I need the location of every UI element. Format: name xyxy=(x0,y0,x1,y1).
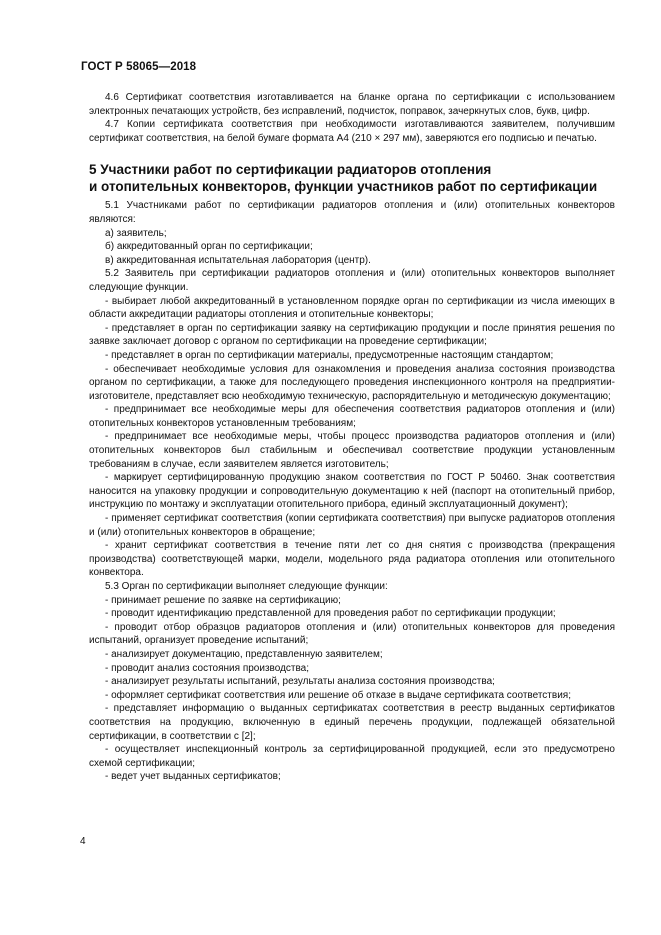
page-number: 4 xyxy=(80,836,86,847)
paragraph: - проводит отбор образцов радиаторов отопления и (или) отопительных конвекторов для проведения испытаний, организует проведение испытаний; xyxy=(89,621,615,647)
document-body xyxy=(89,91,615,784)
paragraph: - представляет информацию о выданных сертификатах соответствия в реестр выданных сертификатов соответствия на продукцию, включенную в единый перечень продукции, подлежащей обязательной сертификации, в соответствии с [2]; xyxy=(89,703,615,742)
paragraph: - хранит сертификат соответствия в течение пяти лет со дня снятия с производства (прекращения производства) соответствующей марки, модели, модельного ряда радиатора отопления или отопительного конвектора. xyxy=(89,540,615,579)
section-title-line-2: и отопительных конвекторов, функции участников работ по сертификации xyxy=(89,179,598,195)
paragraph: - применяет сертификат соответствия (копии сертификата соответствия) при выпуске радиаторов отопления и (или) отопительных конвекторов в обращение; xyxy=(89,513,615,538)
paragraph: 4.6 Сертификат соответствия изготавливается на бланке органа по сертификации с использованием электронных печатающих устройств, без исправлений, подчисток, поправок, зачеркнутых слов, букв, цифр. xyxy=(89,92,615,117)
paragraph: - обеспечивает необходимые условия для ознакомления и проведения анализа состояния производства органом по сертификации, а также для последующего проведения инспекционного контроля на предприятии-изготовителе, представляет всю необходимую техническую, распорядительную и методическую документацию; xyxy=(89,363,615,402)
list-item: б) аккредитованный орган по сертификации; xyxy=(105,241,313,253)
paragraph: - проводит анализ состояния производства; xyxy=(105,662,310,674)
paragraph: 4.7 Копии сертификата соответствия при необходимости изготавливаются заявителем, получившим сертификат соответствия, на белой бумаге формата А4 (210 × 297 мм), заверяются его подписью и печатью. xyxy=(89,119,615,144)
paragraph: - предпринимает все необходимые меры для обеспечения соответствия радиаторов отопления и (или) отопительных конвекторов установленным требованиям; xyxy=(89,404,615,429)
list-item: а) заявитель; xyxy=(105,227,167,239)
section-title xyxy=(89,161,615,195)
paragraph: - выбирает любой аккредитованный в установленном порядке орган по сертификации из числа имеющих в области аккредитации радиаторы отопления и отопительные конвекторы; xyxy=(89,295,615,321)
paragraph: - предпринимает все необходимые меры, чтобы процесс производства радиаторов отопления и (или) отопительных конвекторов был стабильным и обеспечивал соответствие продукции установленным требованиям в случае, если заявителем является изготовитель; xyxy=(89,431,615,470)
list-item: в) аккредитованная испытательная лаборатория (центр). xyxy=(105,254,371,266)
paragraph: 5.3 Орган по сертификации выполняет следующие функции: xyxy=(105,581,388,592)
paragraph: - ведет учет выданных сертификатов; xyxy=(105,771,281,783)
section-title-line-1: 5 Участники работ по сертификации радиаторов отопления xyxy=(89,162,492,178)
paragraph: - маркирует сертифицированную продукцию знаком соответствия по ГОСТ Р 50460. Знак соответствия наносится на упаковку продукции и сопроводительную документацию к ней (паспорт на отопительный прибор, инструкцию по монтажу и эксплуатации отопительного прибора, единый эксплуатационный документ); xyxy=(89,472,615,511)
paragraph: 5.1 Участниками работ по сертификации радиаторов отопления и (или) отопительных конвекторов являются: xyxy=(89,200,615,225)
paragraph: - проводит идентификацию представленной для проведения работ по сертификации продукции; xyxy=(105,608,556,620)
paragraph: - оформляет сертификат соответствия или решение об отказе в выдаче сертификата соответствия; xyxy=(105,689,571,701)
section-paragraphs xyxy=(89,199,615,784)
paragraph: - представляет в орган по сертификации материалы, предусмотренные настоящим стандартом; xyxy=(105,349,554,361)
paragraph: - принимает решение по заявке на сертификацию; xyxy=(105,594,341,606)
top-paragraphs xyxy=(89,91,615,145)
paragraph: - анализирует документацию, представленную заявителем; xyxy=(105,648,383,660)
paragraph: - анализирует результаты испытаний, результаты анализа состояния производства; xyxy=(105,676,495,688)
document-header-id: ГОСТ Р 58065—2018 xyxy=(81,61,197,73)
paragraph: - представляет в орган по сертификации заявку на сертификацию продукции и после принятия решения по заявке заключает договор с органом по сертификации на проведение сертификации; xyxy=(89,322,615,348)
paragraph: 5.2 Заявитель при сертификации радиаторов отопления и (или) отопительных конвекторов выполняет следующие функции. xyxy=(89,268,615,293)
paragraph: - осуществляет инспекционный контроль за сертифицированной продукцией, если это предусмотрено схемой сертификации; xyxy=(89,744,615,769)
